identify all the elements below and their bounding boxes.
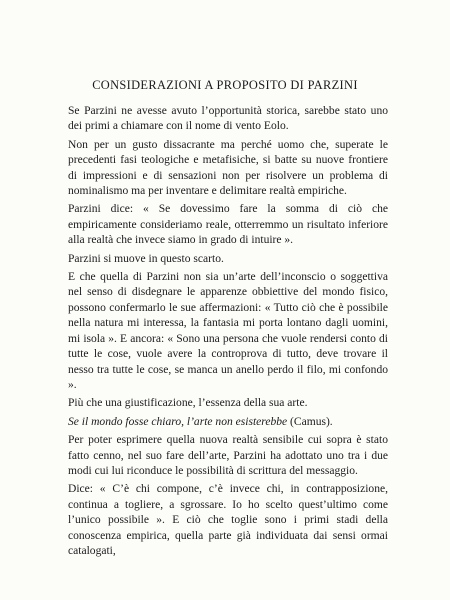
quote-line — [68, 415, 388, 430]
paragraph: Parzini si muove in questo scarto. — [68, 252, 224, 265]
quote-attribution: (Camus). — [287, 415, 333, 428]
paragraph: E che quella di Parzini non sia un’arte dell’inconscio o soggettiva nel senso di disdegnare le apparenze obbiettive del mondo fisico, possono confermarlo le sue affermazioni: « Tutto ciò che è possibile nella natura mi interessa, la fantasia mi porta lontano dagli uomini, mi isola ». E ancora: « Sono una persona che vuole rendersi conto di tutte le cose, vuole avere la controprova di tutto, deve trovare il nesso tra tutte le cose, se manca un anello perdo il filo, mi confondo ». — [68, 271, 388, 391]
quote-text: Se il mondo fosse chiaro, l’arte non esisterebbe — [68, 415, 288, 428]
paragraph: Per poter esprimere quella nuova realtà sensibile cui sopra è stato fatto cenno, nel suo fare dell’arte, Parzini ha adottato uno tra i due modi cui lui riconduce le possibilità di scrittura del messaggio. — [68, 434, 388, 477]
body-text — [68, 104, 388, 562]
paragraph: Più che una giustificazione, l’essenza della sua arte. — [68, 397, 308, 410]
page-title: CONSIDERAZIONI A PROPOSITO DI PARZINI — [92, 78, 358, 92]
paragraph: Non per un gusto dissacrante ma perché uomo che, superate le precedenti fasi teologiche e metafisiche, si batte su nuove frontiere di impressioni e di sensazioni non per risolvere un problema di nominalismo ma per inventare e delimitare realtà empiriche. — [68, 138, 388, 198]
paragraph: Dice: « C’è chi compone, c’è invece chi, in contrapposizione, continua a togliere, a sgrossare. Io ho scelto quest’ultimo come l’unico possibile ». E ciò che toglie sono i primi stadi della conoscenza empirica, quella parte già individuata dai sensi ormai catalogati, — [68, 483, 388, 557]
paragraph: Se Parzini ne avesse avuto l’opportunità storica, sarebbe stato uno dei primi a chiamare con il nome di vento Eolo. — [68, 105, 388, 133]
paragraph: Parzini dice: « Se dovessimo fare la somma di ciò che empiricamente consideriamo reale, otterremmo un risultato inferiore alla realtà che invece siamo in grado di intuire ». — [68, 203, 388, 247]
